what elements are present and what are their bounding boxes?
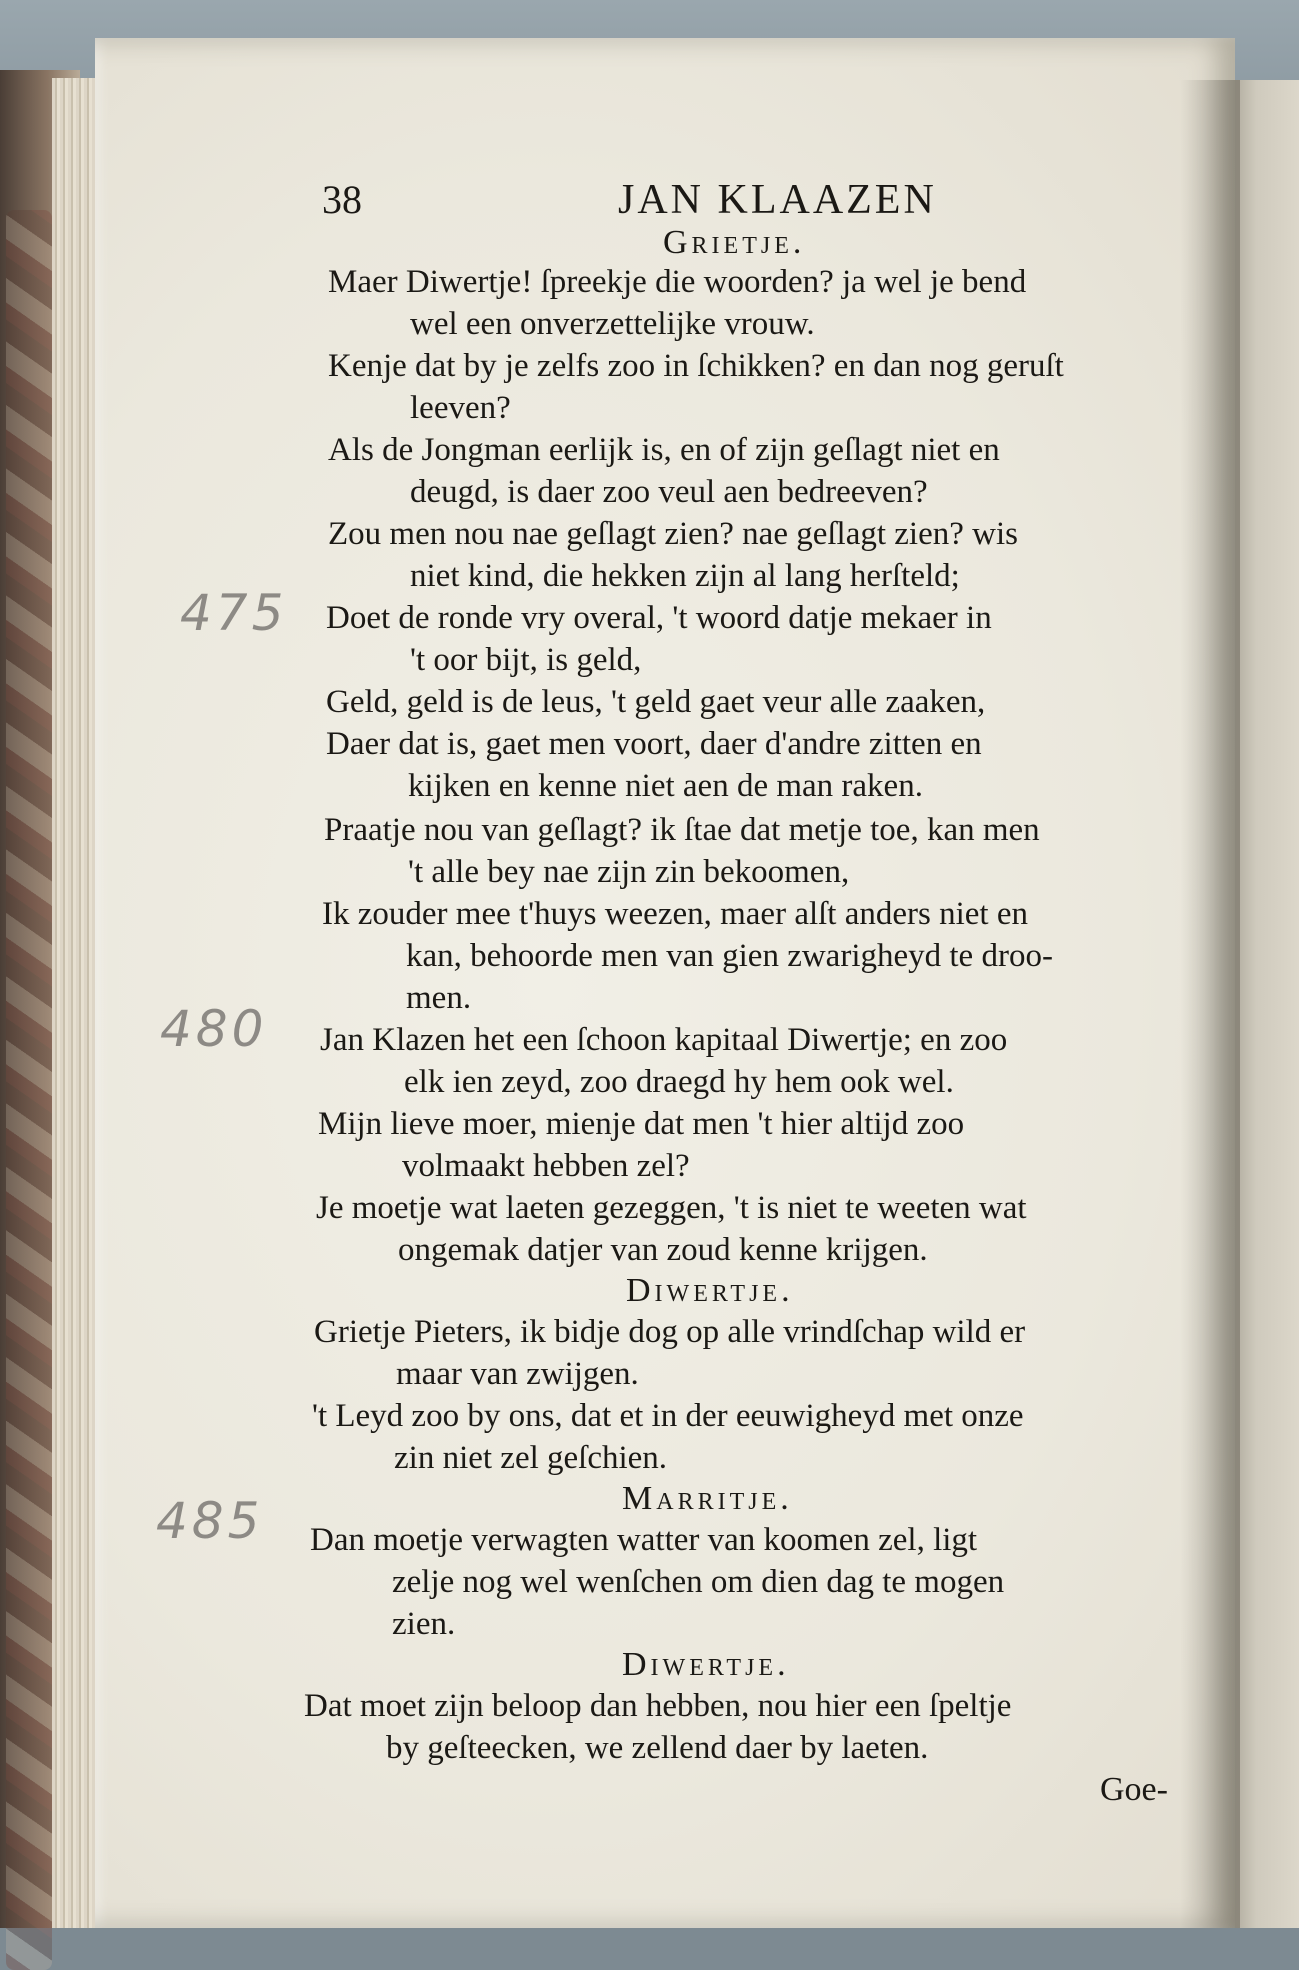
text-line: Jan Klazen het een ſchoon kapitaal Diwertje; en zoo bbox=[320, 1022, 1008, 1058]
text-line: elk ien zeyd, zoo draegd hy hem ook wel. bbox=[404, 1064, 954, 1100]
text-line: Daer dat is, gaet men voort, daer d'andre zitten en bbox=[326, 726, 982, 762]
text-line: Praatje nou van geſlagt? ik ſtae dat metje toe, kan men bbox=[324, 812, 1040, 848]
margin-line-number: 480 bbox=[160, 1000, 268, 1058]
text-line: maar van zwijgen. bbox=[396, 1356, 639, 1392]
margin-line-number: 475 bbox=[180, 584, 288, 642]
text-line: Zou men nou nae geſlagt zien? nae geſlagt zien? wis bbox=[328, 516, 1018, 552]
speaker-heading: Grietje. bbox=[663, 224, 806, 261]
text-line: Ik zouder mee t'huys weezen, maer alſt anders niet en bbox=[322, 896, 1028, 932]
text-line: Dan moetje verwagten watter van koomen zel, ligt bbox=[310, 1522, 978, 1558]
text-line: Mijn lieve moer, mienje dat men 't hier altijd zoo bbox=[318, 1106, 965, 1142]
text-line: zien. bbox=[392, 1606, 456, 1642]
gutter-shadow bbox=[1180, 80, 1240, 1928]
speaker-heading: Diwertje. bbox=[626, 1272, 794, 1309]
text-line: Maer Diwertje! ſpreekje die woorden? ja wel je bend bbox=[328, 264, 1027, 300]
speaker-heading: Marritje. bbox=[622, 1480, 793, 1517]
speaker-heading: Diwertje. bbox=[622, 1646, 790, 1683]
running-title: JAN KLAAZEN bbox=[618, 177, 937, 223]
text-line: kan, behoorde men van gien zwarigheyd te droo- bbox=[406, 938, 1053, 974]
text-line: by geſteecken, we zellend daer by laeten. bbox=[386, 1730, 929, 1766]
margin-line-number: 485 bbox=[156, 1492, 264, 1550]
text-line: volmaakt hebben zel? bbox=[402, 1148, 690, 1184]
text-line: Als de Jongman eerlijk is, en of zijn geſlagt niet en bbox=[328, 432, 1000, 468]
text-line: leeven? bbox=[410, 390, 511, 426]
text-line: niet kind, die hekken zijn al lang herſteld; bbox=[410, 558, 960, 594]
text-line: Geld, geld is de leus, 't geld gaet veur alle zaaken, bbox=[326, 684, 986, 720]
text-line: zelje nog wel wenſchen om dien dag te mogen bbox=[392, 1564, 1005, 1600]
text-line: Doet de ronde vry overal, 't woord datje mekaer in bbox=[326, 600, 992, 636]
text-line: ongemak datjer van zoud kenne krijgen. bbox=[398, 1232, 928, 1268]
text-line: Dat moet zijn beloop dan hebben, nou hier een ſpeltje bbox=[304, 1688, 1012, 1724]
text-line: 't alle bey nae zijn zin bekoomen, bbox=[408, 854, 850, 890]
text-line: Je moetje wat laeten gezeggen, 't is niet te weeten wat bbox=[316, 1190, 1027, 1226]
text-line: Kenje dat by je zelfs zoo in ſchikken? en dan nog geruſt bbox=[328, 348, 1064, 384]
catchword: Goe- bbox=[1100, 1771, 1168, 1808]
text-line: Grietje Pieters, ik bidje dog op alle vrindſchap wild er bbox=[314, 1314, 1026, 1350]
cover-marbling bbox=[6, 210, 52, 1970]
text-line: 't Leyd zoo by ons, dat et in der eeuwigheyd met onze bbox=[312, 1398, 1024, 1434]
text-line: wel een onverzettelijke vrouw. bbox=[410, 306, 815, 342]
text-line: kijken en kenne niet aen de man raken. bbox=[408, 768, 923, 804]
text-line: zin niet zel geſchien. bbox=[394, 1440, 668, 1476]
text-line: men. bbox=[406, 980, 472, 1016]
text-line: 't oor bijt, is geld, bbox=[410, 642, 642, 678]
page-number: 38 bbox=[322, 177, 362, 222]
text-line: deugd, is daer zoo veul aen bedreeven? bbox=[410, 474, 928, 510]
